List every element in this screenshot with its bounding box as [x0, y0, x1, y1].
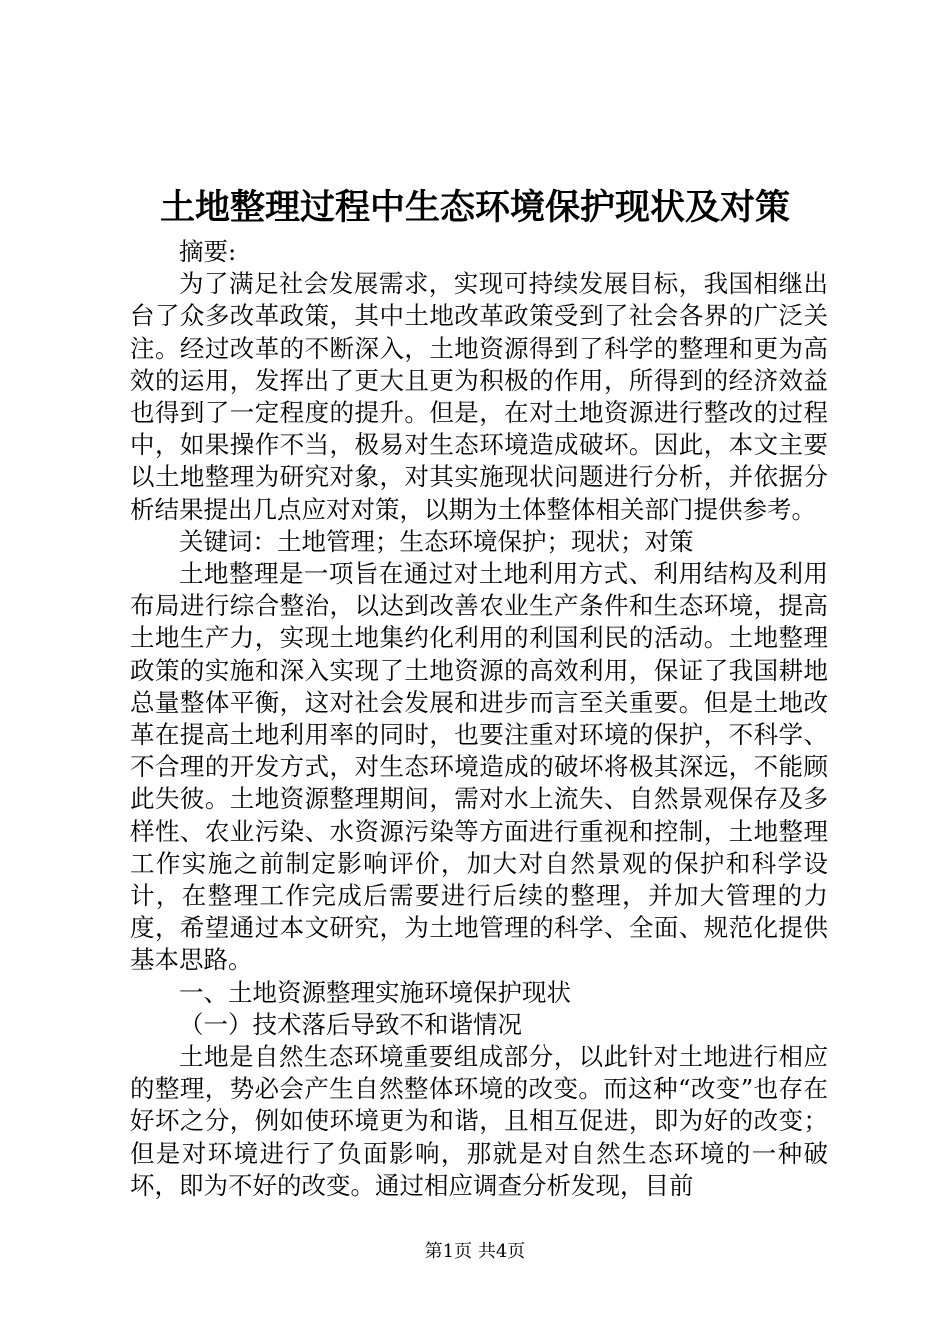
- document-title: 土地整理过程中生态环境保护现状及对策: [159, 187, 790, 228]
- intro-paragraph: 土地整理是一项旨在通过对土地利用方式、利用结构及利用布局进行综合整治，以达到改善农业生产条件和生态环境，提高土地生产力，实现土地集约化利用的利国利民的活动。土地整理政策的实施和深入实现了土地资源的高效利用，保证了我国耕地总量整体平衡，这对社会发展和进步而言至关重要。但是土地改革在提高土地利用率的同时，也要注重对环境的保护，不科学、不合理的开发方式，对生态环境造成的破坏将极其深远，不能顾此失彼。土地资源整理期间，需对水上流失、自然景观保存及多样性、农业污染、水资源污染等方面进行重视和控制，土地整理工作实施之前制定影响评价，加大对自然景观的保护和科学设计，在整理工作完成后需要进行后续的整理，并加大管理的力度，希望通过本文研究，为土地管理的科学、全面、规范化提供基本思路。: [130, 559, 828, 975]
- page-footer: 第1页 共4页: [424, 1241, 526, 1262]
- keywords-line: 关键词：土地管理；生态环境保护；现状；对策: [179, 526, 694, 556]
- document-body: [130, 236, 828, 1202]
- abstract-paragraph: 为了满足社会发展需求，实现可持续发展目标，我国相继出台了众多改革政策，其中土地改革政策受到了社会各界的广泛关注。经过改革的不断深入，土地资源得到了科学的整理和更为高效的运用，发挥出了更大且更为积极的作用，所得到的经济效益也得到了一定程度的提升。但是，在对土地资源进行整改的过程中，如果操作不当，极易对生态环境造成破坏。因此，本文主要以土地整理为研究对象，对其实施现状问题进行分析，并依据分析结果提出几点应对对策，以期为土体整体相关部门提供参考。: [130, 269, 828, 524]
- section-heading-1: 一、土地资源整理实施环境保护现状: [179, 977, 571, 1007]
- body-paragraph: 土地是自然生态环境重要组成部分，以此针对土地进行相应的整理，势必会产生自然整体环境的改变。而这种“改变”也存在好坏之分，例如使环境更为和谐，且相互促进，即为好的改变；但是对环境进行了负面影响，那就是对自然生态环境的一种破坏，即为不好的改变。通过相应调查分析发现，目前: [130, 1042, 828, 1200]
- subsection-heading-1: （一）技术落后导致不和谐情况: [179, 1009, 522, 1039]
- abstract-heading: 摘要:: [179, 237, 237, 266]
